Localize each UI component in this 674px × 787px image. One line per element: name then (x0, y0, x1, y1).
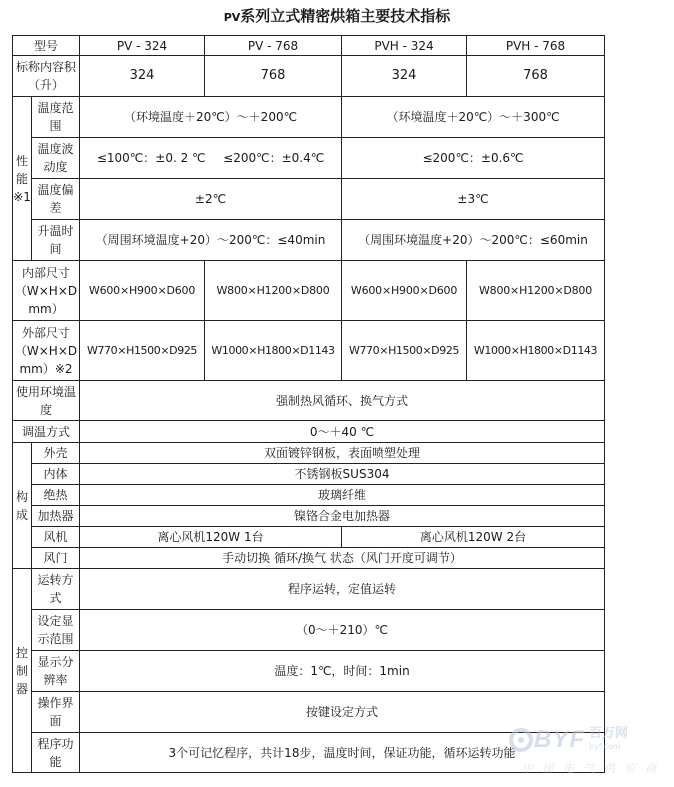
capacity-value: 324 (342, 56, 467, 97)
set-range-row (13, 610, 605, 651)
deviation-pvh: ±3℃ (342, 179, 605, 220)
heatup-label: 升温时间 (32, 220, 80, 261)
regulation-label: 调温方式 (13, 421, 80, 443)
outer-size-value: W1000×H1800×D1143 (205, 321, 342, 381)
spec-table (12, 35, 605, 773)
inner-size-value: W600×H900×D600 (342, 261, 467, 321)
fluctuation-pv-324: ≤100℃：±0. 2 ℃ (96, 151, 206, 165)
interface-label: 操作界面 (32, 692, 80, 733)
program-value: 3个可记忆程序，共计18步，温度时间，保证功能，循环运转功能 (80, 733, 605, 773)
fan-pv: 离心风机120W 1台 (80, 527, 342, 548)
model-label: 型号 (13, 36, 80, 56)
heater-value: 镍铬合金电加热器 (80, 506, 605, 527)
construction-group-label: 构成 (13, 443, 32, 569)
fan-label: 风机 (32, 527, 80, 548)
model-pvh-324: PVH - 324 (342, 36, 467, 56)
insulation-value: 玻璃纤维 (80, 485, 605, 506)
outer-size-value: W770×H1500×D925 (80, 321, 205, 381)
operation-label: 运转方式 (32, 569, 80, 610)
operation-row (13, 569, 605, 610)
heatup-row (13, 220, 605, 261)
damper-value: 手动切换 循环/换气 状态（风门开度可调节） (80, 548, 605, 569)
ambient-value: 强制热风循环、换气方式 (80, 381, 605, 421)
fan-pvh: 离心风机120W 2台 (342, 527, 605, 548)
interface-row (13, 692, 605, 733)
inner-size-value: W800×H1200×D800 (467, 261, 605, 321)
title-prefix: PV (223, 11, 241, 24)
inner-size-label: 内部尺寸（W×H×Dmm） (13, 261, 80, 321)
outer-size-value: W1000×H1800×D1143 (467, 321, 605, 381)
interface-value: 按键设定方式 (80, 692, 605, 733)
inner-body-value: 不锈钢板SUS304 (80, 464, 605, 485)
capacity-label: 标称内容积（升） (13, 56, 80, 97)
ambient-row (13, 381, 605, 421)
insulation-label: 绝热 (32, 485, 80, 506)
temp-range-label: 温度范围 (32, 97, 80, 138)
fan-row (13, 527, 605, 548)
program-label: 程序功能 (32, 733, 80, 773)
page-title (0, 6, 674, 28)
model-pv-324: PV - 324 (80, 36, 205, 56)
fluctuation-pv-768: ≤200℃：±0.4℃ (223, 151, 325, 165)
inner-body-row (13, 464, 605, 485)
regulation-row (13, 421, 605, 443)
insulation-row (13, 485, 605, 506)
set-range-label: 设定显示范围 (32, 610, 80, 651)
control-group-label: 控制器 (13, 569, 32, 773)
fluctuation-pvh: ≤200℃：±0.6℃ (342, 138, 605, 179)
inner-size-value: W800×H1200×D800 (205, 261, 342, 321)
heater-row (13, 506, 605, 527)
outer-size-label: 外部尺寸（W×H×Dmm）※2 (13, 321, 80, 381)
damper-row (13, 548, 605, 569)
heatup-pvh: （周围环境温度+20）～200℃：≤60min (342, 220, 605, 261)
temp-range-pvh: （环境温度＋20℃）～＋300℃ (342, 97, 605, 138)
program-row (13, 733, 605, 773)
outer-size-row (13, 321, 605, 381)
fluctuation-row (13, 138, 605, 179)
watermark-en: byf.com (589, 742, 621, 751)
model-pv-768: PV - 768 (205, 36, 342, 56)
capacity-row (13, 56, 605, 97)
watermark-subtitle: 中 国 电 气 供 应 商 (522, 762, 659, 775)
resolution-row (13, 651, 605, 692)
operation-value: 程序运转，定值运转 (80, 569, 605, 610)
heatup-pv: （周围环境温度+20）～200℃：≤40min (80, 220, 342, 261)
fluctuation-pv (80, 138, 342, 179)
fluctuation-label: 温度波动度 (32, 138, 80, 179)
set-range-value: （0～＋210）℃ (80, 610, 605, 651)
shell-label: 外壳 (32, 443, 80, 464)
watermark-cn-name: 百万网 (589, 726, 629, 741)
model-pvh-768: PVH - 768 (467, 36, 605, 56)
heater-label: 加热器 (32, 506, 80, 527)
title-main: 系列立式精密烘箱主要技术指标 (240, 7, 451, 25)
capacity-value: 768 (467, 56, 605, 97)
regulation-value: 0～＋40 ℃ (80, 421, 605, 443)
performance-group-label: 性能※1 (13, 97, 32, 261)
deviation-row (13, 179, 605, 220)
damper-label: 风门 (32, 548, 80, 569)
capacity-value: 768 (205, 56, 342, 97)
resolution-value: 温度：1℃，时间：1min (80, 651, 605, 692)
deviation-label: 温度偏差 (32, 179, 80, 220)
temp-range-row (13, 97, 605, 138)
resolution-label: 显示分辨率 (32, 651, 80, 692)
deviation-pv: ±2℃ (80, 179, 342, 220)
inner-size-value: W600×H900×D600 (80, 261, 205, 321)
outer-size-value: W770×H1500×D925 (342, 321, 467, 381)
inner-size-row (13, 261, 605, 321)
watermark-logo-text: BYF (534, 726, 585, 753)
capacity-value: 324 (80, 56, 205, 97)
inner-body-label: 内体 (32, 464, 80, 485)
shell-row (13, 443, 605, 464)
header-row (13, 36, 605, 56)
ambient-label: 使用环境温度 (13, 381, 80, 421)
temp-range-pv: （环境温度＋20℃）～＋200℃ (80, 97, 342, 138)
shell-value: 双面镀锌钢板，表面喷塑处理 (80, 443, 605, 464)
